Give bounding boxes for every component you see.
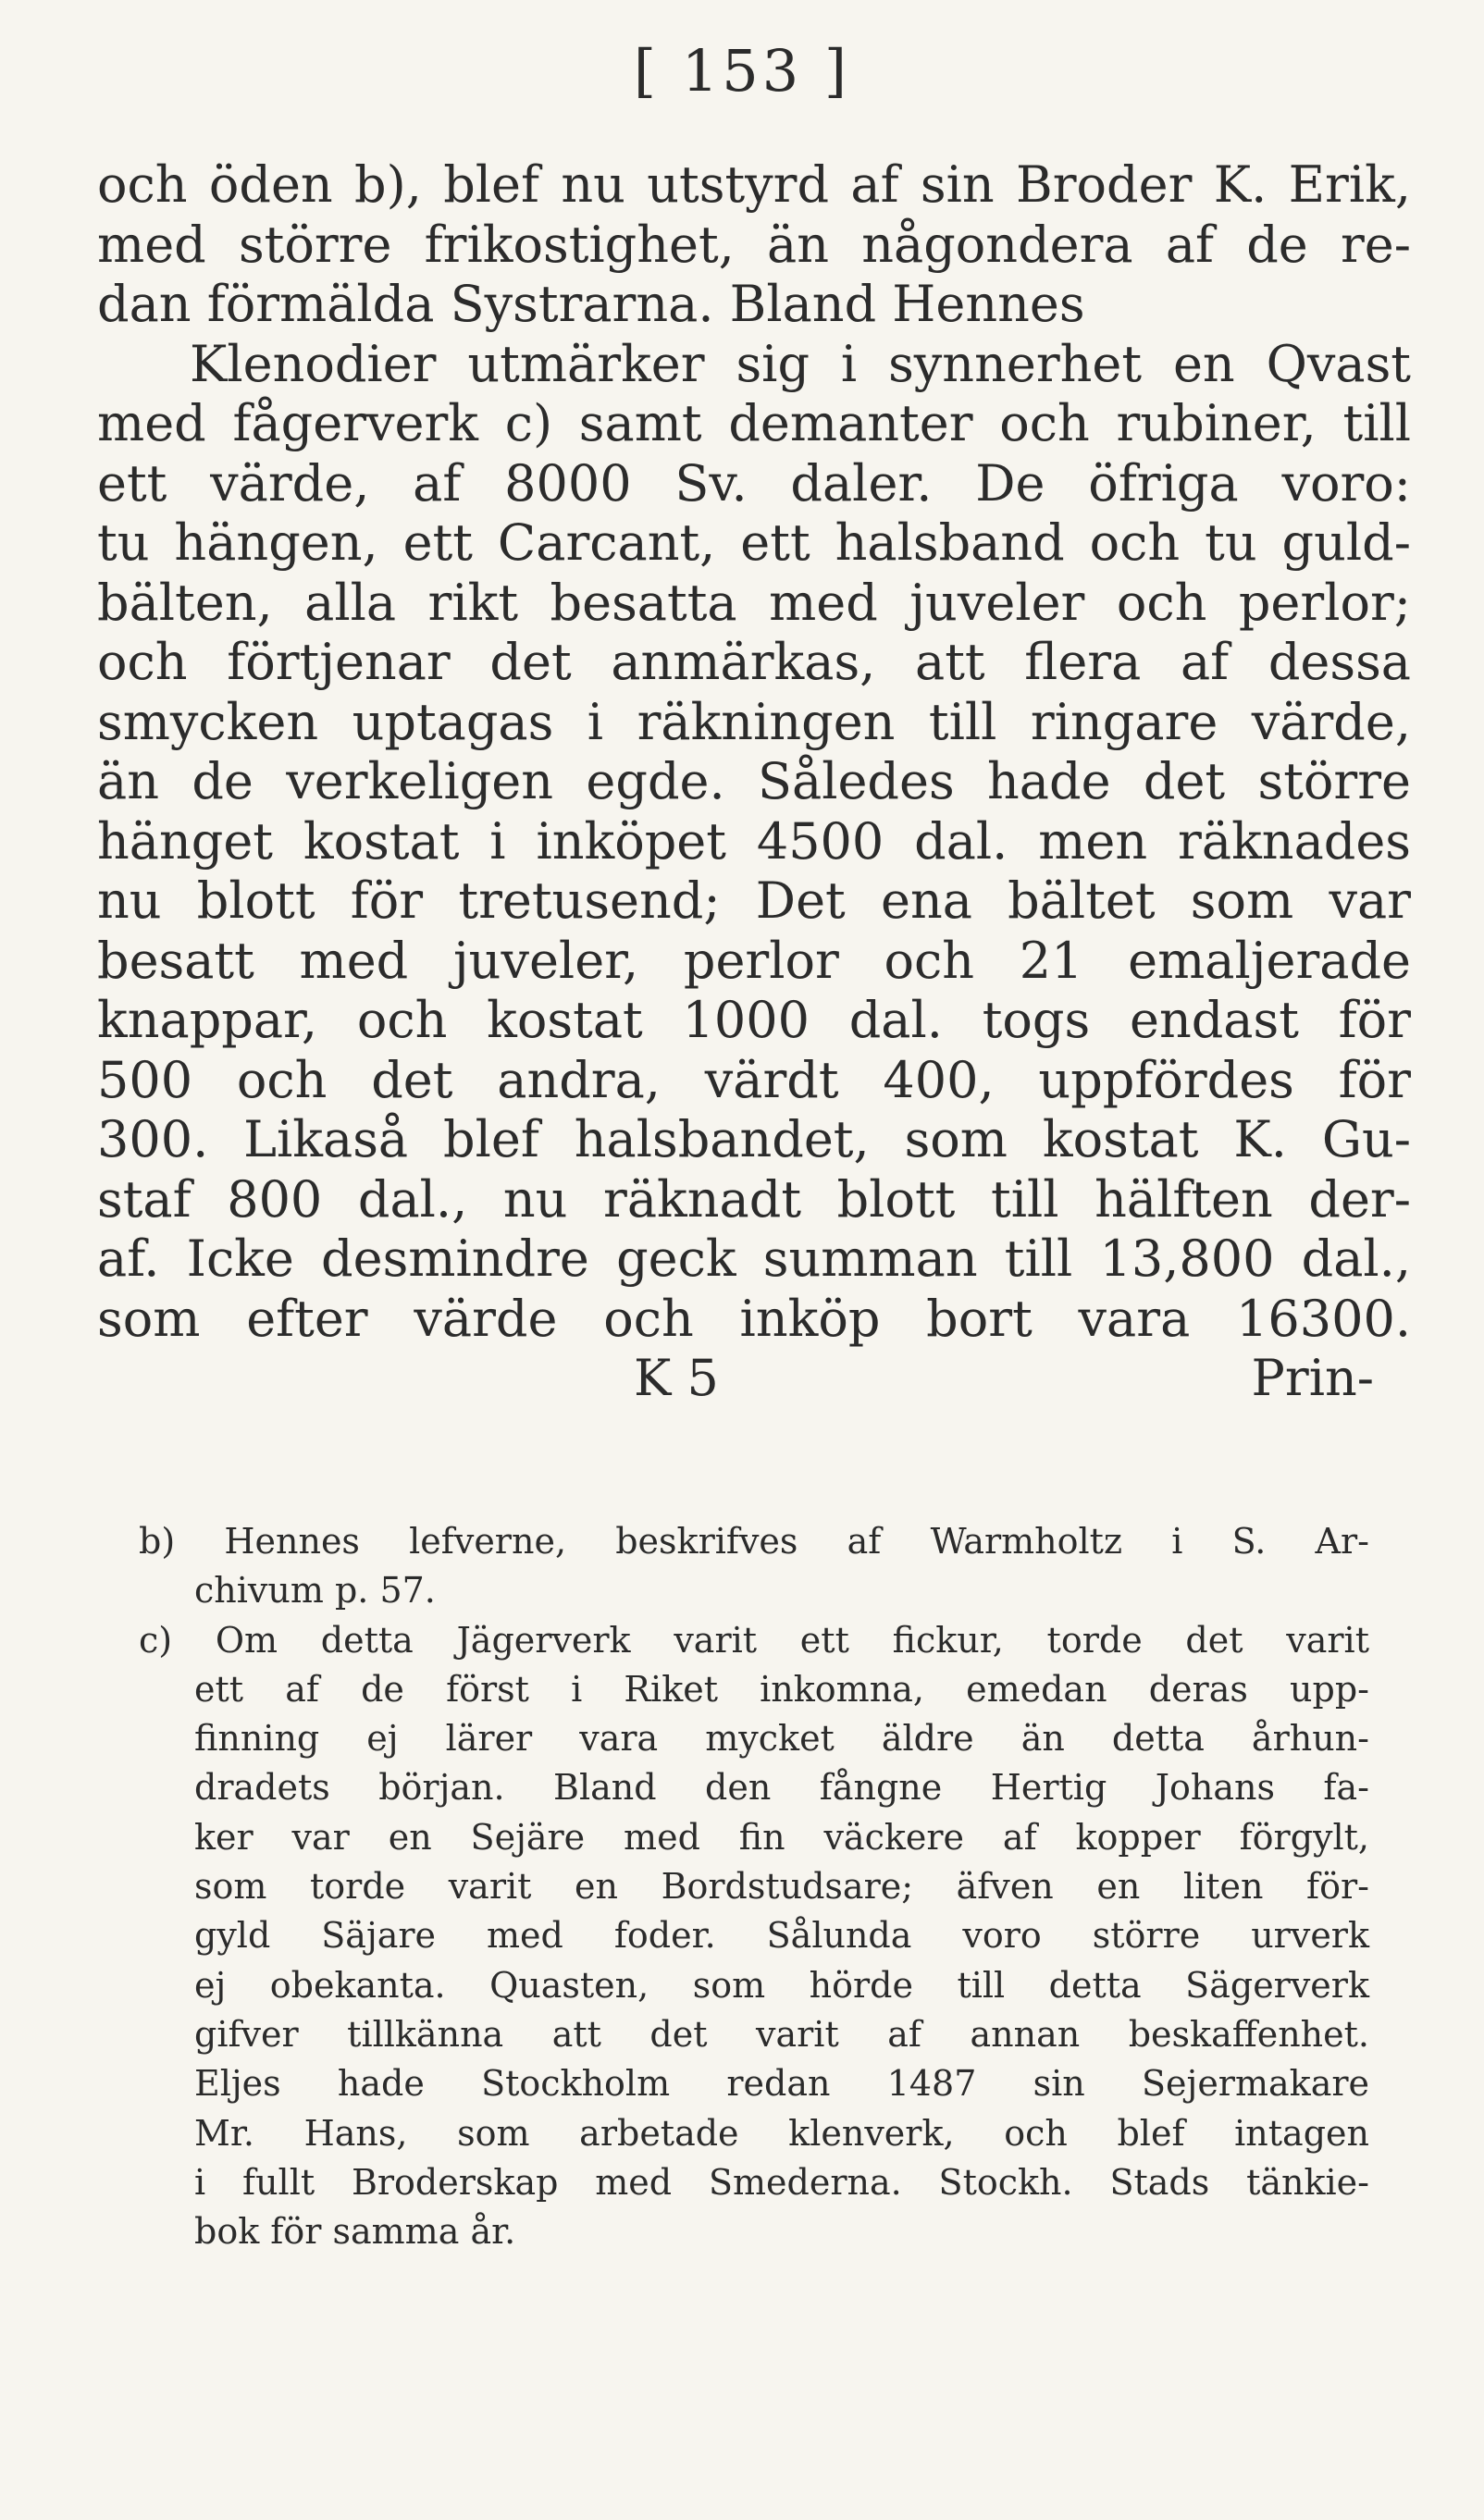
- signature-line: [97, 1349, 1411, 1409]
- footnotes: [139, 1517, 1369, 2256]
- text-line: tu hängen, ett Carcant, ett halsband och tu guld-: [97, 513, 1411, 572]
- text-line: besatt med juveler, perlor och 21 emaljerade: [97, 931, 1411, 990]
- text-line: med fågerverk c) samt demanter och rubiner, till: [97, 394, 1411, 452]
- body-text: [97, 155, 1411, 1409]
- text-line: staf 800 dal., nu räknadt blott till hälften der-: [97, 1169, 1411, 1229]
- text-line: som efter värde och inköp bort vara 16300.: [97, 1289, 1411, 1348]
- catchword: Prin-: [1251, 1349, 1374, 1407]
- footnote-line: i fullt Broderskap med Smederna. Stockh. Stads tänkie-: [194, 2161, 1369, 2203]
- footnote-line: gifver tillkänna att det varit af annan beskaffenhet.: [194, 2013, 1369, 2055]
- text-line: och förtjenar det anmärkas, att flera af dessa: [97, 633, 1411, 691]
- text-line: knappar, och kostat 1000 dal. togs endast för: [97, 991, 1411, 1049]
- text-line: Klenodier utmärker sig i synnerhet en Qvast: [190, 334, 1411, 393]
- text-line: dan förmälda Systrarna. Bland Hennes: [97, 275, 1085, 333]
- footnote-line: c) Om detta Jägerverk varit ett fickur, torde det varit: [139, 1619, 1369, 1661]
- footnote-line: som torde varit en Bordstudsare; äfven en liten för-: [194, 1866, 1369, 1908]
- signature-mark: K 5: [634, 1349, 719, 1407]
- footnote-line: finning ej lärer vara mycket äldre än detta århun-: [194, 1718, 1369, 1760]
- footnote-line: ett af de först i Riket inkomna, emedan deras upp-: [194, 1668, 1369, 1710]
- text-line: nu blott för tretusend; Det ena bältet som var: [97, 871, 1411, 930]
- text-line: 300. Likaså blef halsbandet, som kostat K. Gu-: [97, 1110, 1411, 1168]
- text-line: med större frikostighet, än någondera af de re-: [97, 215, 1411, 274]
- footnote-line: ej obekanta. Quasten, som hörde till detta Sägerverk: [194, 1964, 1369, 2006]
- footnote-line: gyld Säjare med foder. Sålunda voro större urverk: [194, 1915, 1369, 1957]
- footnote-line: Mr. Hans, som arbetade klenverk, och blef intagen: [194, 2112, 1369, 2154]
- footnote-line: bok för samma år.: [194, 2211, 516, 2253]
- text-line: hänget kostat i inköpet 4500 dal. men räknades: [97, 811, 1411, 871]
- text-line: än de verkeligen egde. Således hade det större: [97, 752, 1411, 810]
- footnote-line: ker var en Sejäre med fin väckere af kopper förgylt,: [194, 1816, 1369, 1858]
- page-number: [ 153 ]: [633, 37, 851, 105]
- footnote-line: b) Hennes lefverne, beskrifves af Warmholtz i S. Ar-: [139, 1521, 1369, 1562]
- text-line: 500 och det andra, värdt 400, uppfördes för: [97, 1050, 1411, 1109]
- text-line: ett värde, af 8000 Sv. daler. De öfriga voro:: [97, 453, 1411, 513]
- text-line: bälten, alla rikt besatta med juveler och perlor;: [97, 573, 1411, 632]
- text-line: och öden b), blef nu utstyrd af sin Broder K. Erik,: [97, 155, 1411, 214]
- text-line: af. Icke desmindre geck summan till 13,800 dal.,: [97, 1229, 1411, 1288]
- footnote-line: Eljes hade Stockholm redan 1487 sin Sejermakare: [194, 2063, 1369, 2105]
- footnote-line: dradets början. Bland den fångne Hertig Johans fa-: [194, 1767, 1369, 1809]
- footnote-line: chivum p. 57.: [194, 1570, 436, 1612]
- text-line: smycken uptagas i räkningen till ringare värde,: [97, 692, 1411, 751]
